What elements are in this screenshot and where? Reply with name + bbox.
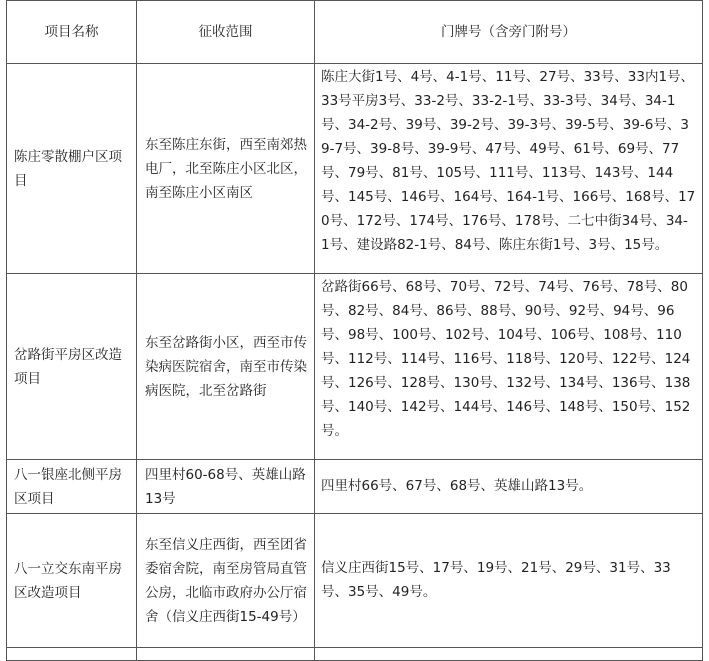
expropriation-range: 东至岔路街小区，西至市传染病医院宿舍，南至市传染病医院，北至岔路街	[137, 274, 315, 460]
header-project-name: 项目名称	[7, 1, 137, 64]
project-name: 陈庄零散棚户区项目	[7, 64, 137, 274]
expropriation-range: 东至信义庄西街，西至团省委宿舍院，南至房管局直管公房，北临市政府办公厅宿舍（信义庄西街15-49号）	[137, 514, 315, 648]
empty-cell	[137, 648, 315, 661]
empty-cell	[7, 648, 137, 661]
empty-cell	[315, 648, 703, 661]
expropriation-table	[6, 0, 703, 661]
door-numbers: 陈庄大街1号、4号、4-1号、11号、27号、33号、33内1号、33号平房3号、33-2号、33-2-1号、33-3号、34号、34-1号、34-2号、39号、39-2号、39-3号、39-5号、39-6号、39-7号、39-8号、39-9号、47号、49号、61号、69号、77号、79号、81号、105号、111号、113号、143号、144号、145号、146号、164号、164-1号、166号、168号、170号、172号、174号、176号、178号、二七中街34号、34-1号、建设路82-1号、84号、陈庄东街1号、3号、15号。	[315, 64, 703, 274]
door-numbers: 岔路街66号、68号、70号、72号、74号、76号、78号、80号、82号、84号、86号、88号、90号、92号、94号、96号、98号、100号、102号、104号、106号、108号、110号、112号、114号、116号、118号、120号、122号、124号、126号、128号、130号、132号、134号、136号、138号、140号、142号、144号、146号、148号、150号、152号。	[315, 274, 703, 460]
table-row-empty	[7, 648, 703, 661]
project-name: 岔路街平房区改造项目	[7, 274, 137, 460]
door-numbers: 四里村66号、67号、68号、英雄山路13号。	[315, 460, 703, 514]
table-header-row	[7, 1, 703, 64]
table-row	[7, 514, 703, 648]
project-name: 八一立交东南平房区改造项目	[7, 514, 137, 648]
expropriation-range: 四里村60-68号、英雄山路13号	[137, 460, 315, 514]
project-name: 八一银座北侧平房区项目	[7, 460, 137, 514]
table-row	[7, 64, 703, 274]
header-door-numbers: 门牌号（含旁门附号）	[315, 1, 703, 64]
header-range: 征收范围	[137, 1, 315, 64]
expropriation-range: 东至陈庄东街，西至南郊热电厂，北至陈庄小区北区，南至陈庄小区南区	[137, 64, 315, 274]
table-row	[7, 460, 703, 514]
table-row	[7, 274, 703, 460]
door-numbers: 信义庄西街15号、17号、19号、21号、29号、31号、33号、35号、49号。	[315, 514, 703, 648]
